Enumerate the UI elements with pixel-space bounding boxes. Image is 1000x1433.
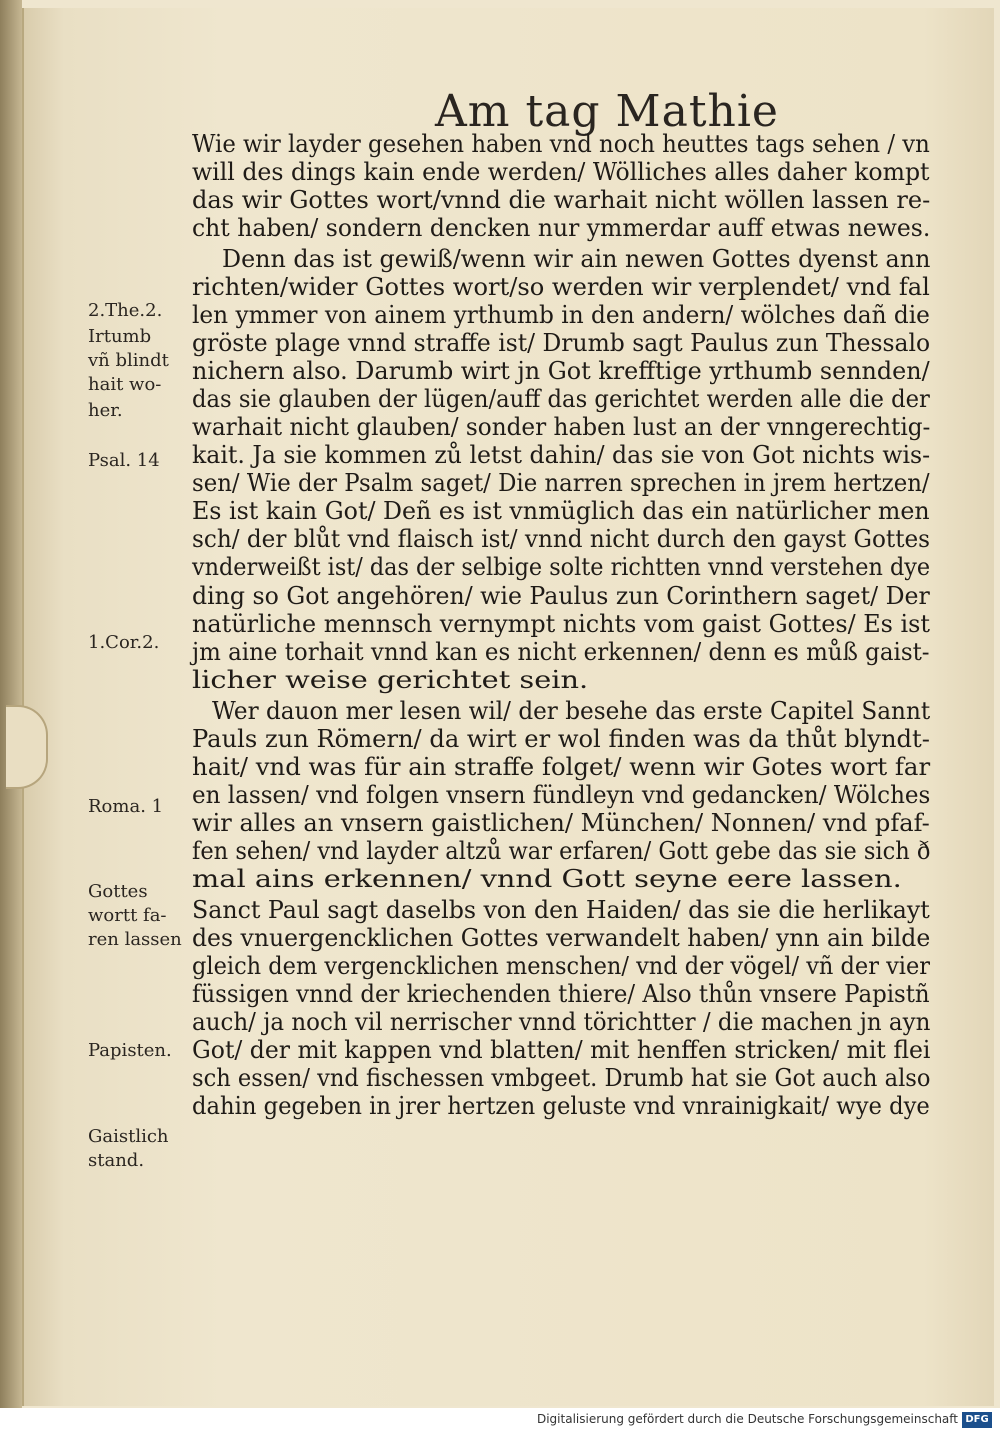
text-line: warhait nicht glauben/ sonder haben lust an der vnngerechtig- <box>192 413 931 441</box>
text-line: jm aine torhait vnnd kan es nicht erkennen/ denn es můß gaist- <box>192 638 930 666</box>
text-line: will des dings kain ende werden/ Wölliches alles daher kompt <box>192 158 930 186</box>
text-line: gleich dem vergencklichen menschen/ vnd der vögel/ vñ der vier <box>192 952 931 980</box>
text-line: auch/ ja noch vil nerrischer vnnd törichtter / die machen jn ayn <box>192 1008 931 1036</box>
text-line: sen/ Wie der Psalm saget/ Die narren sprechen in jrem hertzen/ <box>192 469 930 497</box>
margin-note: Psal. 14 <box>88 450 160 471</box>
text-line: Es ist kain Got/ Deñ es ist vnmüglich das ein natürlicher men <box>192 497 930 525</box>
text-line: das sie glauben der lügen/auff das gerichtet werden alle die der <box>192 385 930 413</box>
text-line: kait. Ja sie kommen zů letst dahin/ das sie von Got nichts wis- <box>192 441 931 469</box>
text-line: vnderweißt ist/ das der selbige solte richtten vnnd verstehen dye <box>192 553 931 581</box>
margin-note: 2.The.2. <box>88 300 163 321</box>
margin-note: ren lassen <box>88 929 182 950</box>
text-line: des vnuergencklichen Gottes verwandelt haben/ ynn ain bilde <box>192 924 931 952</box>
text-line: len ymmer von ainem yrthumb in den andern/ wölches dañ die <box>192 301 930 329</box>
text-line: fen sehen/ vnd layder altzů war erfaren/ Gott gebe das sie sich ð <box>192 837 931 865</box>
text-line: gröste plage vnnd straffe ist/ Drumb sagt Paulus zun Thessalo <box>192 329 931 357</box>
text-line: Wie wir layder gesehen haben vnd noch heuttes tags sehen / vn <box>192 130 930 158</box>
margin-note: hait wo- <box>88 374 162 395</box>
margin-note: Papisten. <box>88 1040 172 1061</box>
text-line: licher weise gerichtet sein. <box>192 666 589 694</box>
text-line: cht haben/ sondern dencken nur ymmerdar auff etwas newes. <box>192 214 931 242</box>
text-line: en lassen/ vnd folgen vnsern fündleyn vnd gedancken/ Wölches <box>192 781 931 809</box>
margin-note: Roma. 1 <box>88 796 164 817</box>
book-spine <box>0 0 22 1408</box>
text-line: dahin gegeben in jrer hertzen geluste vnd vnrainigkait/ wye dye <box>192 1092 930 1120</box>
margin-note: vñ blindt <box>88 350 169 371</box>
text-line: nichern also. Darumb wirt jn Got krefftige yrthumb sennden/ <box>192 357 930 385</box>
page-tab-marker <box>6 705 48 789</box>
text-line: richten/wider Gottes wort/so werden wir verplendet/ vnd fal <box>192 273 930 301</box>
margin-note: stand. <box>88 1150 145 1171</box>
margin-note: her. <box>88 400 123 421</box>
margin-note: Gaistlich <box>88 1126 169 1147</box>
text-line: Denn das ist gewiß/wenn wir ain newen Gottes dyenst ann <box>222 245 931 273</box>
footer-bar <box>0 1408 1000 1433</box>
text-line: Pauls zun Römern/ da wirt er wol finden was da thůt blyndt- <box>192 725 930 753</box>
dfg-logo-icon: DFG <box>962 1412 992 1428</box>
text-line: Got/ der mit kappen vnd blatten/ mit henffen stricken/ mit flei <box>192 1036 931 1064</box>
text-line: sch essen/ vnd fischessen vmbgeet. Drumb hat sie Got auch also <box>192 1064 931 1092</box>
text-line: Wer dauon mer lesen wil/ der besehe das erste Capitel Sannt <box>212 697 931 725</box>
margin-note: Irtumb <box>88 326 152 347</box>
text-line: mal ains erkennen/ vnnd Gott seyne eere lassen. <box>192 865 902 893</box>
margin-note: wortt fa- <box>88 905 167 926</box>
funding-notice: Digitalisierung gefördert durch die Deutsche Forschungsgemeinschaft <box>536 1412 958 1426</box>
text-line: ding so Got angehören/ wie Paulus zun Corinthern saget/ Der <box>192 582 930 610</box>
running-header: Am tag Mathie <box>435 86 779 137</box>
margin-note: Gottes <box>88 881 148 902</box>
margin-note: 1.Cor.2. <box>88 632 160 653</box>
text-line: wir alles an vnsern gaistlichen/ München/ Nonnen/ vnd pfaf- <box>192 809 930 837</box>
text-line: das wir Gottes wort/vnnd die warhait nicht wöllen lassen re- <box>192 186 931 214</box>
text-line: sch/ der blůt vnd flaisch ist/ vnnd nicht durch den gayst Gottes <box>192 525 931 553</box>
text-line: füssigen vnnd der kriechenden thiere/ Also thůn vnsere Papistñ <box>192 980 930 1008</box>
text-line: natürliche mennsch vernympt nichts vom gaist Gottes/ Es ist <box>192 610 930 638</box>
text-line: Sanct Paul sagt daselbs von den Haiden/ das sie die herlikayt <box>192 896 930 924</box>
text-line: hait/ vnd was für ain straffe folget/ wenn wir Gotes wort far <box>192 753 931 781</box>
